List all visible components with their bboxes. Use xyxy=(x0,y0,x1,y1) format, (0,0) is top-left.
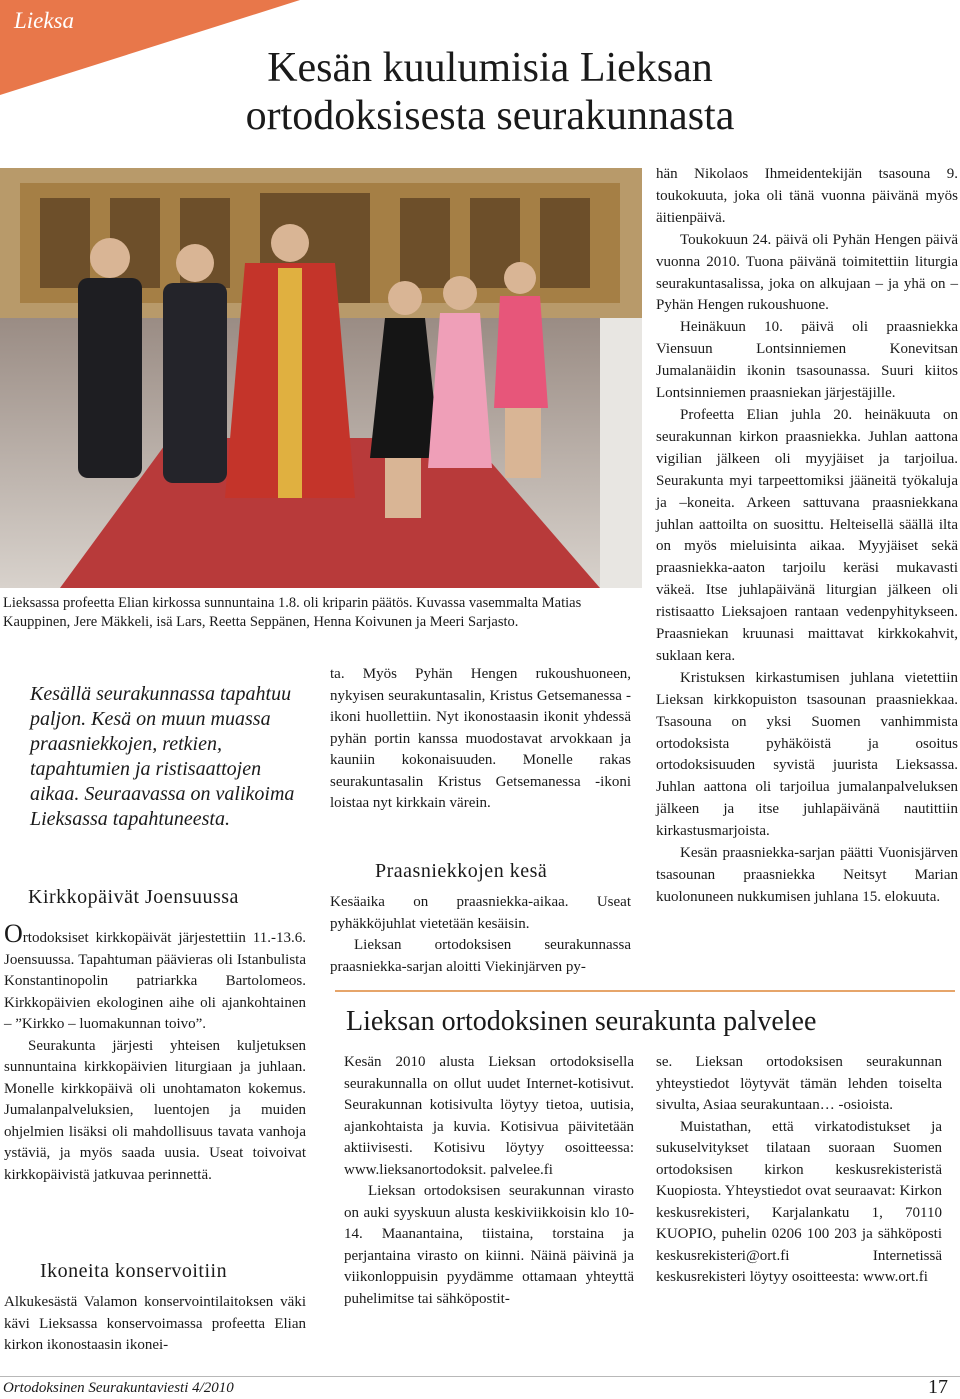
heading-ikoneita xyxy=(40,1260,310,1283)
page-number: 17 xyxy=(928,1376,948,1398)
heading-kirkkopaivat xyxy=(28,886,318,909)
photo-illustration xyxy=(0,168,642,588)
lead-paragraph: Kesällä seurakunnassa tapahtuu paljon. Kesä on muun muassa praasniekkojen, retkien, tapahtumien ja ristisaattojen aikaa. Seuraavassa on valikoima Lieksassa tapahtuneesta. xyxy=(30,683,295,830)
column-3 xyxy=(656,164,958,909)
box-title: Lieksan ortodoksinen seurakunta palvelee xyxy=(346,1006,817,1037)
footer-rule xyxy=(0,1376,960,1377)
box-col1-paragraph-2: Lieksan ortodoksisen seurakunnan virasto on auki syyskuun alusta keskiviikkoisin klo 10-14. Maanantaina, tiistaina, torstaina ja perjantaina virasto on kiinni. Näinä päivinä ja viikonloppuisin pyydämme ottamaan yhteyttä puhelimitse tai sähköpostit- xyxy=(344,1183,634,1307)
photo-caption: Lieksassa profeetta Elian kirkossa sunnuntaina 1.8. oli kriparin päätös. Kuvassa vasemmalta Matias Kauppinen, Jere Mäkkeli, isä Lars, Reetta Seppänen, Henna Koivunen ja Meeri Sarjasto. xyxy=(3,595,582,630)
column-2-bottom xyxy=(330,892,631,978)
col1-paragraph-3: Alkukesästä Valamon konservointilaitoksen väki kävi Lieksassa konservoimassa profeetta Elian kirkon ikonostaasin ikonei- xyxy=(4,1294,306,1353)
drop-cap: O xyxy=(4,919,23,948)
column-1 xyxy=(4,919,306,1186)
column-1-bottom xyxy=(4,1292,306,1357)
col1-paragraph-1 xyxy=(4,919,306,1036)
col3-paragraph-6: Kesän praasniekka-sarjan päätti Vuonisjärven tsasounan praasniekka Neitsyt Marian kuolonuneen nukkumisen juhlana 15. elokuuta. xyxy=(656,845,958,905)
heading-praasniekkojen xyxy=(375,860,635,883)
box-col1-paragraph-1: Kesän 2010 alusta Lieksan ortodoksisella seurakunnalla on ollut uudet Internet-kotisivut. Seurakunnan kotisivulta löytyy tietoa, uutisia, ajankohtaista ja kuvia. Kotisivua päivitetään aktiivisesti. Kotisivu löytyy osoitteessa: www.lieksanortodoksit. palvelee.fi xyxy=(344,1054,634,1178)
title-line-2: ortodoksisesta seurakunnasta xyxy=(245,93,735,139)
box-col2-paragraph-1: se. Lieksan ortodoksisen seurakunnan yhteystiedot löytyvät tämän lehden toiselta sivulta, Asiaa seurakuntaan… -osioista. xyxy=(656,1054,942,1113)
col3-paragraph-5: Kristuksen kirkastumisen juhlana vietettiin Lieksan kirkkopuiston tsasounan praasniekkaa. Tsasouna on yksi Suomen vanhimmista ortodoksista pyhäköistä ja osoitus ortodoksisuuden syvistä juurista Lieksassa. Juhlan aattona oli tarjoilua jumalanpalveluksen jälkeen ja itse juhlapäivänä nautittiin kirkastusmarjoista. xyxy=(656,669,958,840)
box-col2-paragraph-2: Muistathan, että virkatodistukset ja sukuselvitykset tilataan suoraan Suomen ortodoksisen kirkon keskusrekisteristä Kuopiosta. Yhteystiedot ovat seuraavat: Kirkon keskusrekisteri, Karjalankatu 1, 70110 KUOPIO, puhelin 0206 100 203 ja sähköposti keskusrekisteri@ort.fi Internetissä keskusrekisteri löytyy osoitteesta: www.ort.fi xyxy=(656,1118,942,1285)
heading-ikoneita-text: Ikoneita konservoitiin xyxy=(40,1260,228,1282)
footer-publication: Ortodoksinen Seurakuntaviesti 4/2010 xyxy=(3,1380,234,1396)
box-divider xyxy=(335,990,955,992)
col1-paragraph-1-text: rtodoksiset kirkkopäivät järjestettiin 11.-13.6. Joensuussa. Tapahtuman päävieras oli Istanbulista Konstantinopolin patriarkka Bartolomeos. Kirkkopäivien ekologinen aihe oli ajankohtainen – ”Kirkko – luomakunnan toivo”. xyxy=(4,930,306,1032)
column-2 xyxy=(330,664,631,815)
col3-paragraph-4: Profeetta Elian juhla 20. heinäkuuta on seurakunnan kirkon praasniekka. Juhlan aattona vigilian jälkeen oli myyjäiset ja tarjoilua. Seurakunta myi tarpeettomiksi jääneitä työkaluja ja –koneita. Arkeen sattuvana praasniekkana juhlan aattoilta on suosittu. Helteisellä säällä ilta on myös mieluisinta aikaa. Myyjäiset sekä praasniekka-aaton tarjoilu keräsi mukavasti väkeä. Itse juhlapäivänä liturgian jälkeen oli ristisaatto Lieksajoen rantaan vedenpyhitykseen. Praasniekan kruunasi maittavat kirkkokahvit, suklaan kera. xyxy=(656,406,958,664)
box-column-1 xyxy=(344,1052,634,1310)
col2-paragraph-2: Kesäaika on praasniekka-aikaa. Useat pyhäkköjuhlat vietetään kesäisin. xyxy=(330,894,631,932)
col2-paragraph-1: ta. Myös Pyhän Hengen rukoushuoneen, nykyisen seurakuntasalin, Kristus Getsemanessa -ikoni huollettiin. Nyt ikonostaasin ikonit yhdessä pyhän portin kanssa muodostavat arvokkaan ja kauniin kokonaisuuden. Monelle rakas seurakuntasalin Kristus Getsemanessa -ikoni loistaa nyt kirkkain värein. xyxy=(330,666,631,811)
col1-paragraph-2: Seurakunta järjesti yhteisen kuljetuksen sunnuntaina kirkkopäivien liturgiaan ja juhlaan. Monelle kirkkopäivä oli unohtamaton kokemus. Jumalanpalveluksien, luentojen ja muiden ohjelmien lisäksi oli mahdollisuus tavata vanhoja ystäviä, ja myös saada uusia. Useat toivoivat kirkkopäivistä jatkuvaa perinnettä. xyxy=(4,1037,306,1183)
col3-paragraph-1: hän Nikolaos Ihmeidentekijän tsasouna 9. toukokuuta, joka oli tänä vuonna päivänä myös äitienpäivä. xyxy=(656,166,958,226)
col2-paragraph-3: Lieksan ortodoksisen seurakunnassa praasniekka-sarjan aloitti Viekinjärven py- xyxy=(330,937,631,975)
col3-paragraph-2: Toukokuun 24. päivä oli Pyhän Hengen päivä vuonna 2010. Tuona päivänä toimitettiin liturgia seurakuntasalissa, joka on alkujaan – ja yhä on – Pyhän Hengen rukoushuone. xyxy=(656,231,958,314)
heading-kirkkopaivat-text: Kirkkopäivät Joensuussa xyxy=(28,886,239,908)
title-line-1: Kesän kuulumisia Lieksan xyxy=(267,45,713,91)
col3-paragraph-3: Heinäkuun 10. päivä oli praasniekka Viensuun Lontsinniemen Konevitsan Jumalanäidin ikonin tsasounassa. Suuri kiitos Lontsinniemen praasniekan järjestäjille. xyxy=(656,319,958,402)
heading-praasniekkojen-text: Praasniekkojen kesä xyxy=(375,860,548,882)
article-title xyxy=(170,44,810,140)
church-group-photo xyxy=(0,168,642,588)
section-tag-label: Lieksa xyxy=(14,8,75,33)
box-column-2 xyxy=(656,1052,942,1289)
